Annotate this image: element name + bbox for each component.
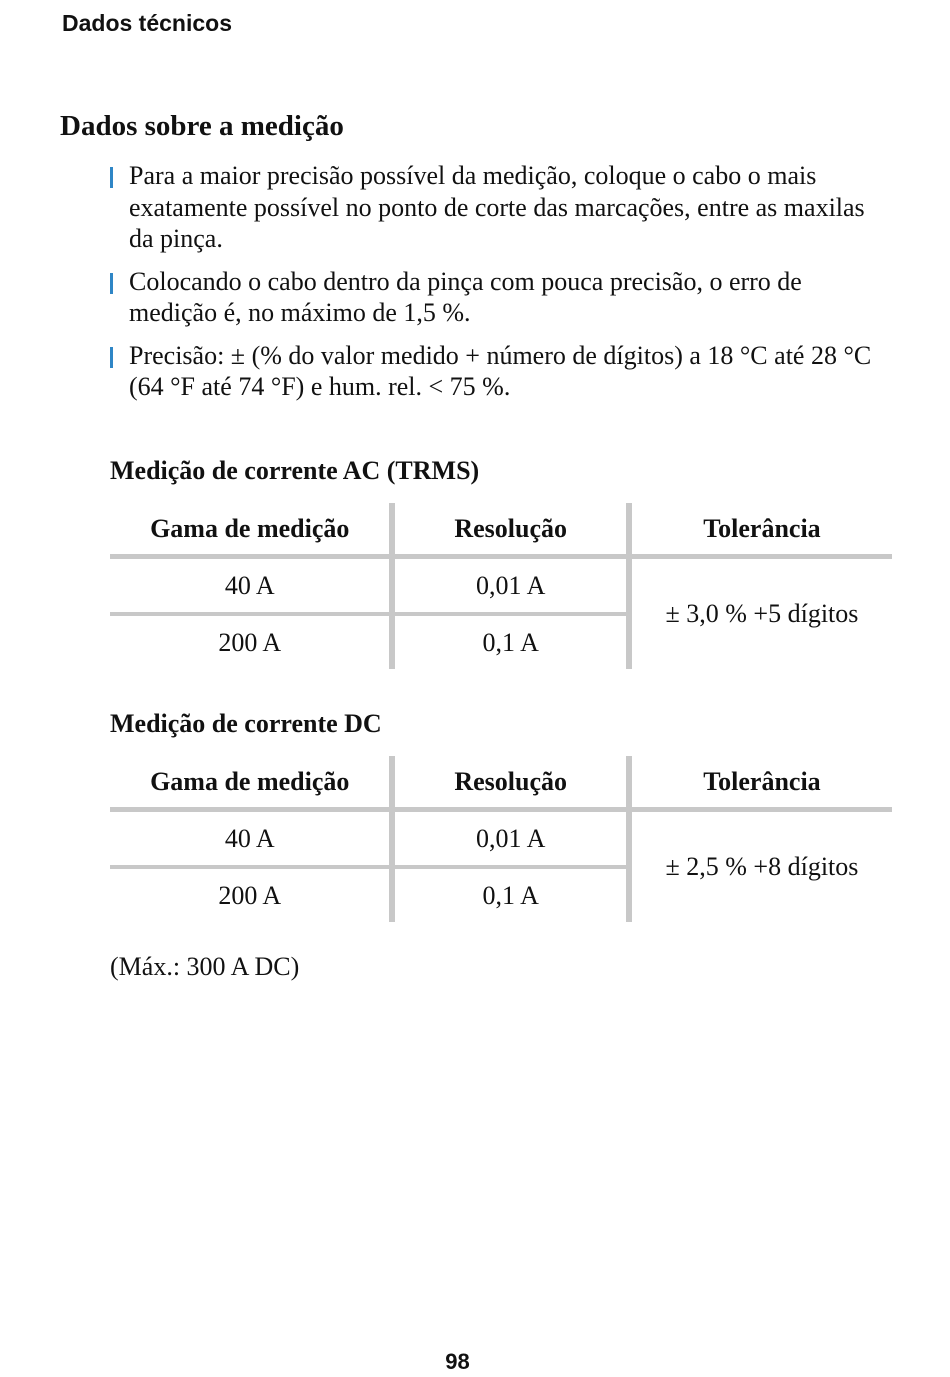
max-note: (Máx.: 300 A DC) [110, 952, 300, 981]
cell-range: 40 A [110, 810, 392, 868]
dc-table-title: Medição de corrente DC [110, 709, 382, 738]
table-header-row [110, 503, 892, 557]
bullet-marker [110, 273, 113, 294]
cell-range: 200 A [110, 614, 392, 669]
table-row [110, 810, 892, 868]
bullet-item [108, 266, 888, 329]
bullet-text: Para a maior precisão possível da medição, coloque o cabo o mais exatamente possível no ponto de corte das marcações, entre as maxilas da pinça. [129, 161, 865, 253]
bullet-text: Colocando o cabo dentro da pinça com pouca precisão, o erro de medição é, no máximo de 1,5 %. [129, 266, 802, 327]
ac-spec-table [110, 503, 892, 669]
header-tolerance: Tolerância [629, 756, 892, 810]
header-range: Gama de medição [110, 756, 392, 810]
cell-resolution: 0,01 A [392, 557, 628, 615]
cell-tolerance: ± 3,0 % +5 dígitos [665, 599, 859, 628]
page-number: 98 [445, 1349, 470, 1374]
running-header: Dados técnicos [62, 10, 232, 36]
cell-resolution: 0,1 A [392, 614, 628, 669]
ac-table-title: Medição de corrente AC (TRMS) [110, 456, 480, 485]
cell-range: 200 A [110, 867, 392, 922]
header-resolution: Resolução [392, 756, 628, 810]
cell-resolution: 0,01 A [392, 810, 628, 868]
table-row [110, 557, 892, 615]
bullet-text: Precisão: ± (% do valor medido + número de dígitos) a 18 °C até 28 °C (64 °F até 74 °F) e hum. rel. < 75 %. [129, 340, 872, 401]
cell-resolution: 0,1 A [392, 867, 628, 922]
header-resolution: Resolução [392, 503, 628, 557]
cell-tolerance: ± 2,5 % +8 dígitos [665, 852, 859, 881]
section-title: Dados sobre a medição [60, 110, 344, 142]
dc-spec-table [110, 756, 892, 922]
cell-range: 40 A [110, 557, 392, 615]
bullet-marker [110, 347, 113, 368]
header-tolerance: Tolerância [629, 503, 892, 557]
bullet-list [108, 160, 888, 414]
bullet-marker [110, 167, 113, 188]
bullet-item [108, 160, 888, 255]
header-range: Gama de medição [110, 503, 392, 557]
table-header-row [110, 756, 892, 810]
bullet-item [108, 340, 888, 403]
